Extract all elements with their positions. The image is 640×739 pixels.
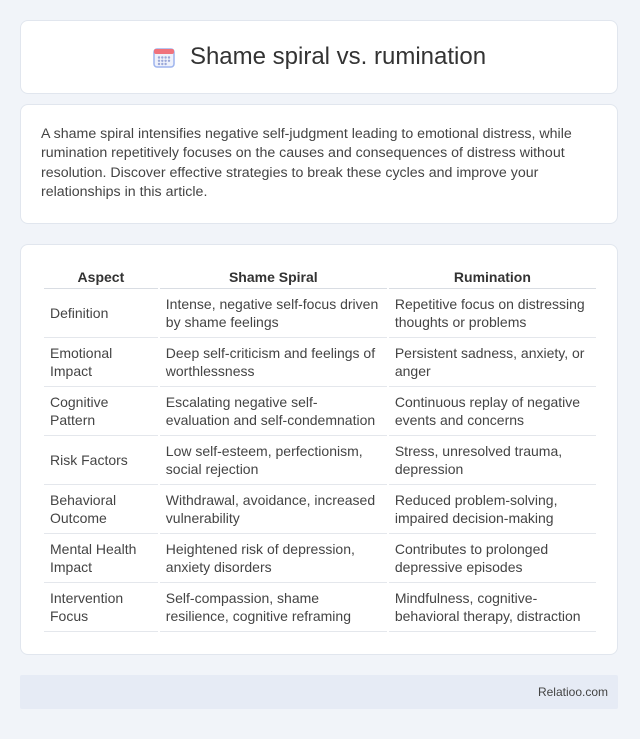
column-header-rumination: Rumination (389, 265, 596, 289)
shame-spiral-cell: Heightened risk of depression, anxiety disorders (160, 534, 387, 583)
table-row (44, 387, 596, 436)
table-header-row (44, 265, 596, 289)
rumination-cell: Mindfulness, cognitive-behavioral therapy, distraction (389, 583, 596, 632)
footer (20, 675, 618, 709)
shame-spiral-cell: Deep self-criticism and feelings of worthlessness (160, 338, 387, 387)
aspect-cell: Definition (44, 289, 158, 338)
table-row (44, 485, 596, 534)
rumination-cell: Stress, unresolved trauma, depression (389, 436, 596, 485)
shame-spiral-cell: Escalating negative self-evaluation and self-condemnation (160, 387, 387, 436)
table-row (44, 534, 596, 583)
rumination-cell: Contributes to prolonged depressive episodes (389, 534, 596, 583)
aspect-cell: Risk Factors (44, 436, 158, 485)
column-header-shame-spiral: Shame Spiral (160, 265, 387, 289)
column-header-aspect: Aspect (44, 265, 158, 289)
aspect-cell: Intervention Focus (44, 583, 158, 632)
shame-spiral-cell: Withdrawal, avoidance, increased vulnerability (160, 485, 387, 534)
intro-text: A shame spiral intensifies negative self-judgment leading to emotional distress, while rumination repetitively focuses on the causes and consequences of distress without resolution. Discover effective strategies to break these cycles and improve your relationships in this article. (41, 126, 572, 201)
aspect-cell: Emotional Impact (44, 338, 158, 387)
shame-spiral-cell: Self-compassion, shame resilience, cognitive reframing (160, 583, 387, 632)
table-row (44, 436, 596, 485)
page-title: Shame spiral vs. rumination (189, 43, 487, 70)
shame-spiral-cell: Low self-esteem, perfectionism, social rejection (160, 436, 387, 485)
rumination-cell: Continuous replay of negative events and concerns (389, 387, 596, 436)
shame-spiral-cell: Intense, negative self-focus driven by shame feelings (160, 289, 387, 338)
aspect-cell: Mental Health Impact (44, 534, 158, 583)
rumination-cell: Persistent sadness, anxiety, or anger (389, 338, 596, 387)
table-row (44, 583, 596, 632)
comparison-table-card (20, 244, 618, 655)
table-row (44, 338, 596, 387)
footer-brand: Relatioo.com (537, 685, 608, 699)
intro-card (20, 104, 618, 224)
aspect-cell: Behavioral Outcome (44, 485, 158, 534)
aspect-cell: Cognitive Pattern (44, 387, 158, 436)
rumination-cell: Repetitive focus on distressing thoughts or problems (389, 289, 596, 338)
rumination-cell: Reduced problem-solving, impaired decision-making (389, 485, 596, 534)
comparison-table (42, 265, 598, 632)
title-card (20, 20, 618, 94)
calendar-icon (152, 45, 176, 69)
table-row (44, 289, 596, 338)
